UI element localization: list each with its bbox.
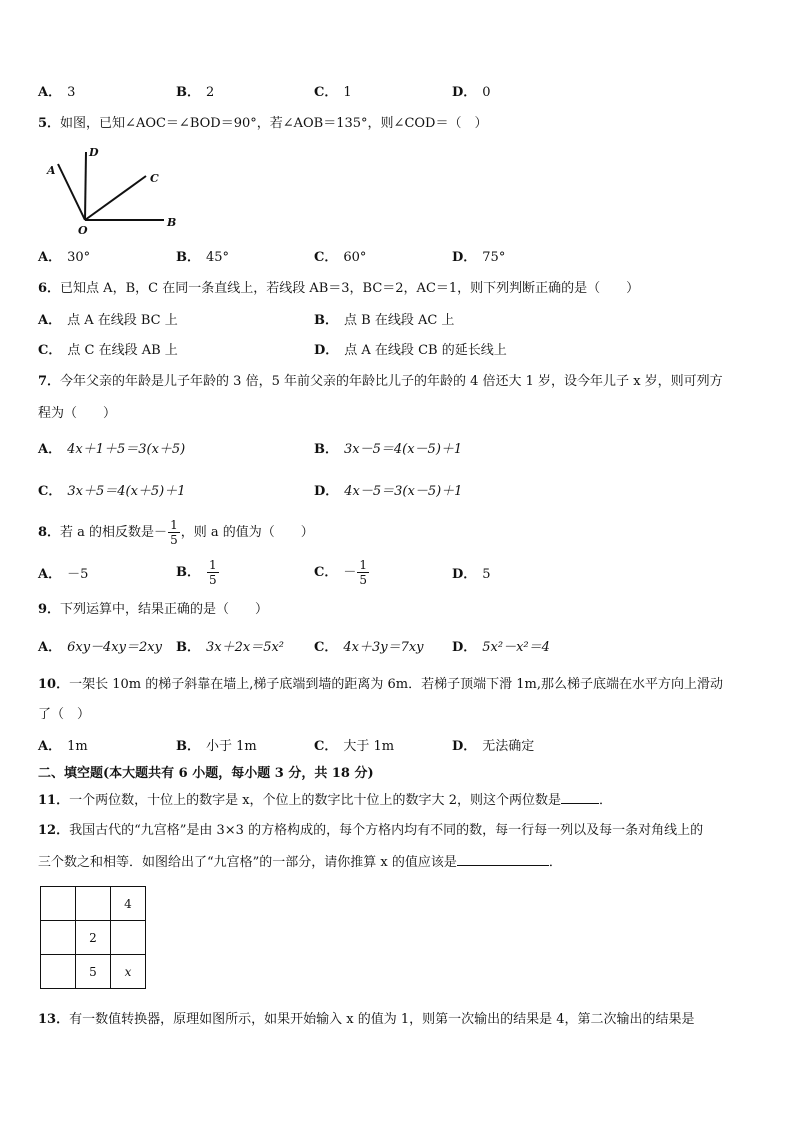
q8-option-c: C． － $\frac{1}{5}$ — [314, 558, 368, 587]
q11-answer-blank[interactable] — [561, 791, 599, 804]
q5-option-a: A． 30° — [38, 250, 91, 265]
grid-cell — [41, 887, 76, 921]
q8-option-a: A． －5 — [38, 567, 89, 582]
q7-option-a: A． 4x＋1＋5＝3(x＋5) — [38, 442, 186, 457]
q11-stem: 11．一个两位数，十位上的数字是 x，个位上的数字比十位上的数字大 2，则这个两位数是 ． — [38, 793, 612, 808]
angle-figure — [40, 144, 190, 236]
q10-option-a: A． 1m — [38, 739, 88, 754]
q12-stem-line1: 12．我国古代的“九宫格”是由 3×3 的方格构成的，每个方格内均有不同的数，每一行每一列以及每一条对角线上的 — [38, 823, 704, 838]
q4-option-d: D． 0 — [452, 85, 491, 100]
ray-od — [85, 152, 86, 220]
q13-stem: 13．有一数值转换器，原理如图所示，如果开始输入 x 的值为 1，则第一次输出的结果是 4，第二次输出的结果是 — [38, 1012, 695, 1027]
q6-option-a: A． 点 A 在线段 BC 上 — [38, 313, 178, 328]
q10-option-d: D． 无法确定 — [452, 739, 535, 754]
ray-oa — [58, 164, 85, 220]
point-a-label: A — [47, 164, 56, 177]
q4-option-c: C． 1 — [314, 85, 352, 100]
q12-answer-blank[interactable] — [457, 853, 549, 866]
point-c-label: C — [150, 172, 159, 185]
q5-option-c: C． 60° — [314, 250, 367, 265]
q5-option-b: B． 45° — [176, 250, 230, 265]
q10-stem-line1: 10．一架长 10m 的梯子斜靠在墙上,梯子底端到墙的距离为 6m．若梯子顶端下滑 1m,那么梯子底端在水平方向上滑动 — [38, 677, 723, 692]
grid-cell: 5 — [76, 955, 111, 989]
q5-stem: 5．如图，已知∠AOC＝∠BOD＝90°，若∠AOB＝135°，则∠COD＝（ ） — [38, 116, 488, 131]
angle-rays — [58, 152, 164, 220]
q9-option-a: A． 6xy－4xy＝2xy — [38, 640, 162, 655]
q10-option-b: B． 小于 1m — [176, 739, 257, 754]
q12-stem-line2: 三个数之和相等．如图给出了“九宫格”的一部分，请你推算 x 的值应该是 ． — [38, 855, 562, 870]
q6-stem: 6．已知点 A，B，C 在同一条直线上，若线段 AB＝3，BC＝2，AC＝1，则下列判断正确的是（ ） — [38, 281, 640, 296]
q7-stem-line2: 程为（ ） — [38, 406, 117, 421]
grid-cell: 4 — [111, 887, 146, 921]
magic-square-grid — [40, 886, 146, 989]
q5-option-d: D． 75° — [452, 250, 506, 265]
ray-oc — [85, 176, 146, 220]
q9-stem: 9．下列运算中，结果正确的是（ ） — [38, 602, 269, 617]
grid-cell: 2 — [76, 921, 111, 955]
q7-option-b: B． 3x－5＝4(x－5)＋1 — [314, 442, 463, 457]
grid-cell — [76, 887, 111, 921]
q9-option-d: D． 5x²－x²＝4 — [452, 640, 550, 655]
q4-option-b: B． 2 — [176, 85, 215, 100]
q8-stem: 8．若 a 的相反数是－ $\frac{1}{5}$ ，则 a 的值为（ ） — [38, 518, 314, 547]
q8-option-d: D． 5 — [452, 567, 491, 582]
q10-option-c: C． 大于 1m — [314, 739, 395, 754]
grid-cell — [41, 955, 76, 989]
q9-option-c: C． 4x＋3y＝7xy — [314, 640, 424, 655]
q7-option-d: D． 4x－5＝3(x－5)＋1 — [314, 484, 463, 499]
point-o-label: O — [78, 224, 88, 236]
grid-cell — [111, 921, 146, 955]
grid-cell: x — [111, 955, 146, 989]
q6-option-c: C． 点 C 在线段 AB 上 — [38, 343, 178, 358]
point-d-label: D — [89, 146, 99, 159]
q8-option-b: B． $\frac{1}{5}$ — [176, 558, 217, 587]
q9-option-b: B． 3x＋2x＝5x² — [176, 640, 285, 655]
grid-cell — [41, 921, 76, 955]
q4-option-a: A． 3 — [38, 85, 76, 100]
q6-option-d: D． 点 A 在线段 CB 的延长线上 — [314, 343, 507, 358]
q7-stem-line1: 7．今年父亲的年龄是儿子年龄的 3 倍，5 年前父亲的年龄比儿子的年龄的 4 倍还大 1 岁，设今年儿子 x 岁，则可列方 — [38, 374, 723, 389]
section-heading: 二、填空题(本大题共有 6 小题，每小题 3 分，共 18 分) — [38, 766, 374, 781]
q6-option-b: B． 点 B 在线段 AC 上 — [314, 313, 455, 328]
q8-stem-fraction: $\frac{1}{5}$ — [170, 518, 178, 547]
q7-option-c: C． 3x＋5＝4(x＋5)＋1 — [38, 484, 186, 499]
point-b-label: B — [167, 216, 177, 229]
q10-stem-line2: 了（ ） — [38, 707, 91, 722]
